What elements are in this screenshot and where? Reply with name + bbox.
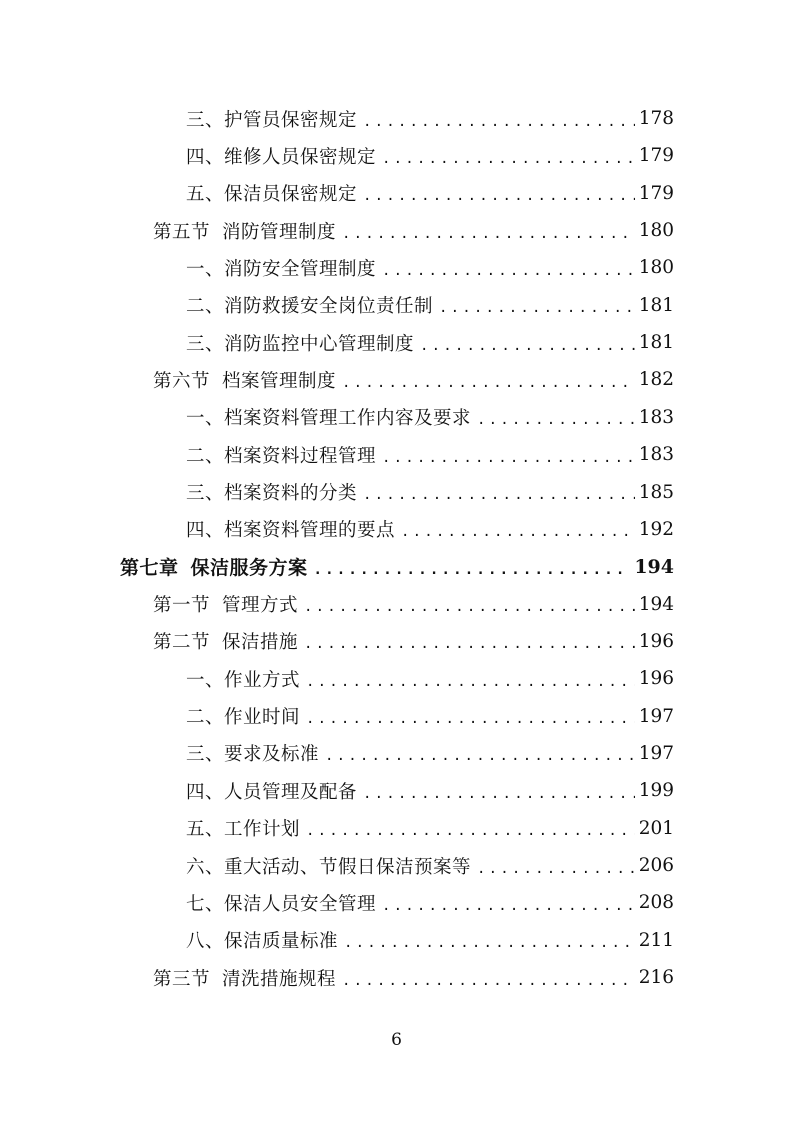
toc-entry-label: 六、重大活动、节假日保洁预案等 (186, 856, 472, 878)
toc-chapter-entry[interactable] (120, 548, 674, 585)
toc-entry-title (186, 853, 471, 879)
toc-entry-label: 一、档案资料管理工作内容及要求 (186, 408, 472, 430)
toc-entry-label: 三、护管员保密规定 (186, 109, 358, 131)
dot-leader (306, 712, 635, 726)
dot-leader (344, 936, 635, 950)
toc-entry-label: 消防管理制度 (222, 221, 337, 243)
toc-page-number: 181 (638, 332, 674, 354)
toc-subsection-entry[interactable] (186, 474, 674, 511)
dot-leader (325, 749, 635, 763)
toc-entry-title (120, 553, 308, 580)
toc-page-number: 192 (638, 518, 674, 540)
toc-entry-title (186, 180, 357, 206)
toc-entry-title (186, 703, 300, 729)
dot-leader (304, 637, 635, 651)
toc-section-number: 第六节 (153, 370, 211, 392)
toc-entry-title (186, 143, 376, 169)
toc-entry-title (186, 292, 433, 318)
toc-section-entry[interactable] (153, 586, 674, 623)
toc-entry-label: 一、作业方式 (186, 669, 301, 691)
toc-page-number: 199 (638, 780, 674, 802)
toc-entry-title (186, 479, 357, 505)
toc-entry-title (186, 778, 357, 804)
toc-entry-title (186, 255, 376, 281)
toc-entry-label: 八、保洁质量标准 (186, 931, 339, 953)
dot-leader (342, 974, 635, 988)
dot-leader (439, 301, 635, 315)
toc-entry-label: 保洁措施 (222, 632, 299, 654)
toc-subsection-entry[interactable] (186, 175, 674, 212)
toc-page-number: 196 (638, 630, 674, 652)
dot-leader (342, 227, 635, 241)
toc-section-entry[interactable] (153, 212, 674, 249)
toc-entry-label: 二、作业时间 (186, 707, 301, 729)
dot-leader (477, 413, 635, 427)
toc-entry-title (186, 404, 471, 430)
toc-page-number: 183 (638, 444, 674, 466)
toc-entry-label: 四、维修人员保密规定 (186, 146, 377, 168)
toc-entry-title (186, 516, 395, 542)
toc-entry-title (186, 740, 319, 766)
dot-leader (306, 824, 635, 838)
toc-subsection-entry[interactable] (186, 884, 674, 921)
toc-entry-label: 四、人员管理及配备 (186, 781, 358, 803)
toc-subsection-entry[interactable] (186, 399, 674, 436)
toc-entry-title (153, 218, 336, 244)
toc-entry-title (153, 965, 336, 991)
toc-section-entry[interactable] (153, 361, 674, 398)
toc-subsection-entry[interactable] (186, 249, 674, 286)
toc-entry-label: 二、档案资料过程管理 (186, 445, 377, 467)
toc-subsection-entry[interactable] (186, 772, 674, 809)
dot-leader (342, 376, 635, 390)
toc-page-number: 197 (638, 705, 674, 727)
toc-subsection-entry[interactable] (186, 137, 674, 174)
toc-page-number: 196 (638, 668, 674, 690)
toc-section-number: 第一节 (153, 595, 211, 617)
toc-page-number: 197 (638, 742, 674, 764)
toc-entry-label: 管理方式 (222, 595, 299, 617)
dot-leader (304, 600, 635, 614)
toc-entry-label: 档案管理制度 (222, 370, 337, 392)
toc-page-number: 194 (638, 593, 674, 615)
toc-entry-label: 四、档案资料管理的要点 (186, 520, 396, 542)
dot-leader (420, 339, 635, 353)
toc-page-number: 179 (638, 145, 674, 167)
toc-section-number: 第三节 (153, 968, 211, 990)
dot-leader (477, 862, 635, 876)
dot-leader (314, 563, 631, 577)
toc-entry-label: 三、要求及标准 (186, 744, 320, 766)
dot-leader (401, 525, 635, 539)
toc-subsection-entry[interactable] (186, 810, 674, 847)
toc-page-number: 182 (638, 369, 674, 391)
toc-entry-label: 清洗措施规程 (222, 968, 337, 990)
toc-page-number: 183 (638, 406, 674, 428)
toc-subsection-entry[interactable] (186, 324, 674, 361)
toc-entry-title (153, 591, 298, 617)
toc-subsection-entry[interactable] (186, 436, 674, 473)
toc-entry-title (186, 927, 338, 953)
toc-entry-title (153, 367, 336, 393)
toc-page-number: 185 (638, 481, 674, 503)
toc-page-number: 179 (638, 182, 674, 204)
toc-entry-label: 保洁服务方案 (190, 557, 308, 580)
toc-subsection-entry[interactable] (186, 698, 674, 735)
toc-entry-title (186, 106, 357, 132)
toc-entry-label: 五、工作计划 (186, 819, 301, 841)
toc-subsection-entry[interactable] (186, 735, 674, 772)
toc-subsection-entry[interactable] (186, 922, 674, 959)
toc-entry-label: 五、保洁员保密规定 (186, 184, 358, 206)
toc-entry-label: 七、保洁人员安全管理 (186, 893, 377, 915)
toc-subsection-entry[interactable] (186, 287, 674, 324)
toc-entry-label: 二、消防救援安全岗位责任制 (186, 296, 434, 318)
toc-entry-title (153, 628, 298, 654)
toc-page-number: 208 (638, 892, 674, 914)
toc-subsection-entry[interactable] (186, 847, 674, 884)
toc-page-number: 194 (634, 555, 674, 578)
dot-leader (382, 152, 635, 166)
page-number: 6 (391, 1030, 402, 1050)
toc-entry-title (186, 815, 300, 841)
dot-leader (363, 115, 635, 129)
toc-section-number: 第五节 (153, 221, 211, 243)
toc-section-entry[interactable] (153, 959, 674, 996)
toc-entry-label: 三、档案资料的分类 (186, 483, 358, 504)
dot-leader (363, 488, 635, 502)
toc-entry-title (186, 890, 376, 916)
toc-page-number: 201 (638, 817, 674, 839)
toc-subsection-entry[interactable] (186, 660, 674, 697)
dot-leader (363, 787, 635, 801)
toc-page-number: 211 (638, 929, 674, 951)
toc-entry-title (186, 442, 376, 468)
dot-leader (306, 675, 635, 689)
dot-leader (382, 899, 635, 913)
dot-leader (382, 264, 635, 278)
toc-subsection-entry[interactable] (186, 511, 674, 548)
toc-subsection-entry[interactable] (186, 100, 674, 137)
toc-entry-title (186, 330, 414, 356)
toc-page-number: 216 (638, 967, 674, 989)
toc-entry-label: 三、消防监控中心管理制度 (186, 333, 415, 355)
toc-entry-title (186, 666, 300, 692)
toc-entry-label: 一、消防安全管理制度 (186, 258, 377, 280)
dot-leader (363, 189, 635, 203)
toc-page-number: 206 (638, 855, 674, 876)
toc-section-entry[interactable] (153, 623, 674, 660)
dot-leader (382, 451, 635, 465)
toc-section-number: 第二节 (153, 632, 211, 654)
toc-page-number: 181 (638, 294, 674, 316)
toc-page-number: 180 (638, 220, 674, 242)
toc-page-number: 180 (638, 257, 674, 279)
toc-page-number: 178 (638, 108, 674, 129)
toc-section-number: 第七章 (120, 557, 179, 580)
